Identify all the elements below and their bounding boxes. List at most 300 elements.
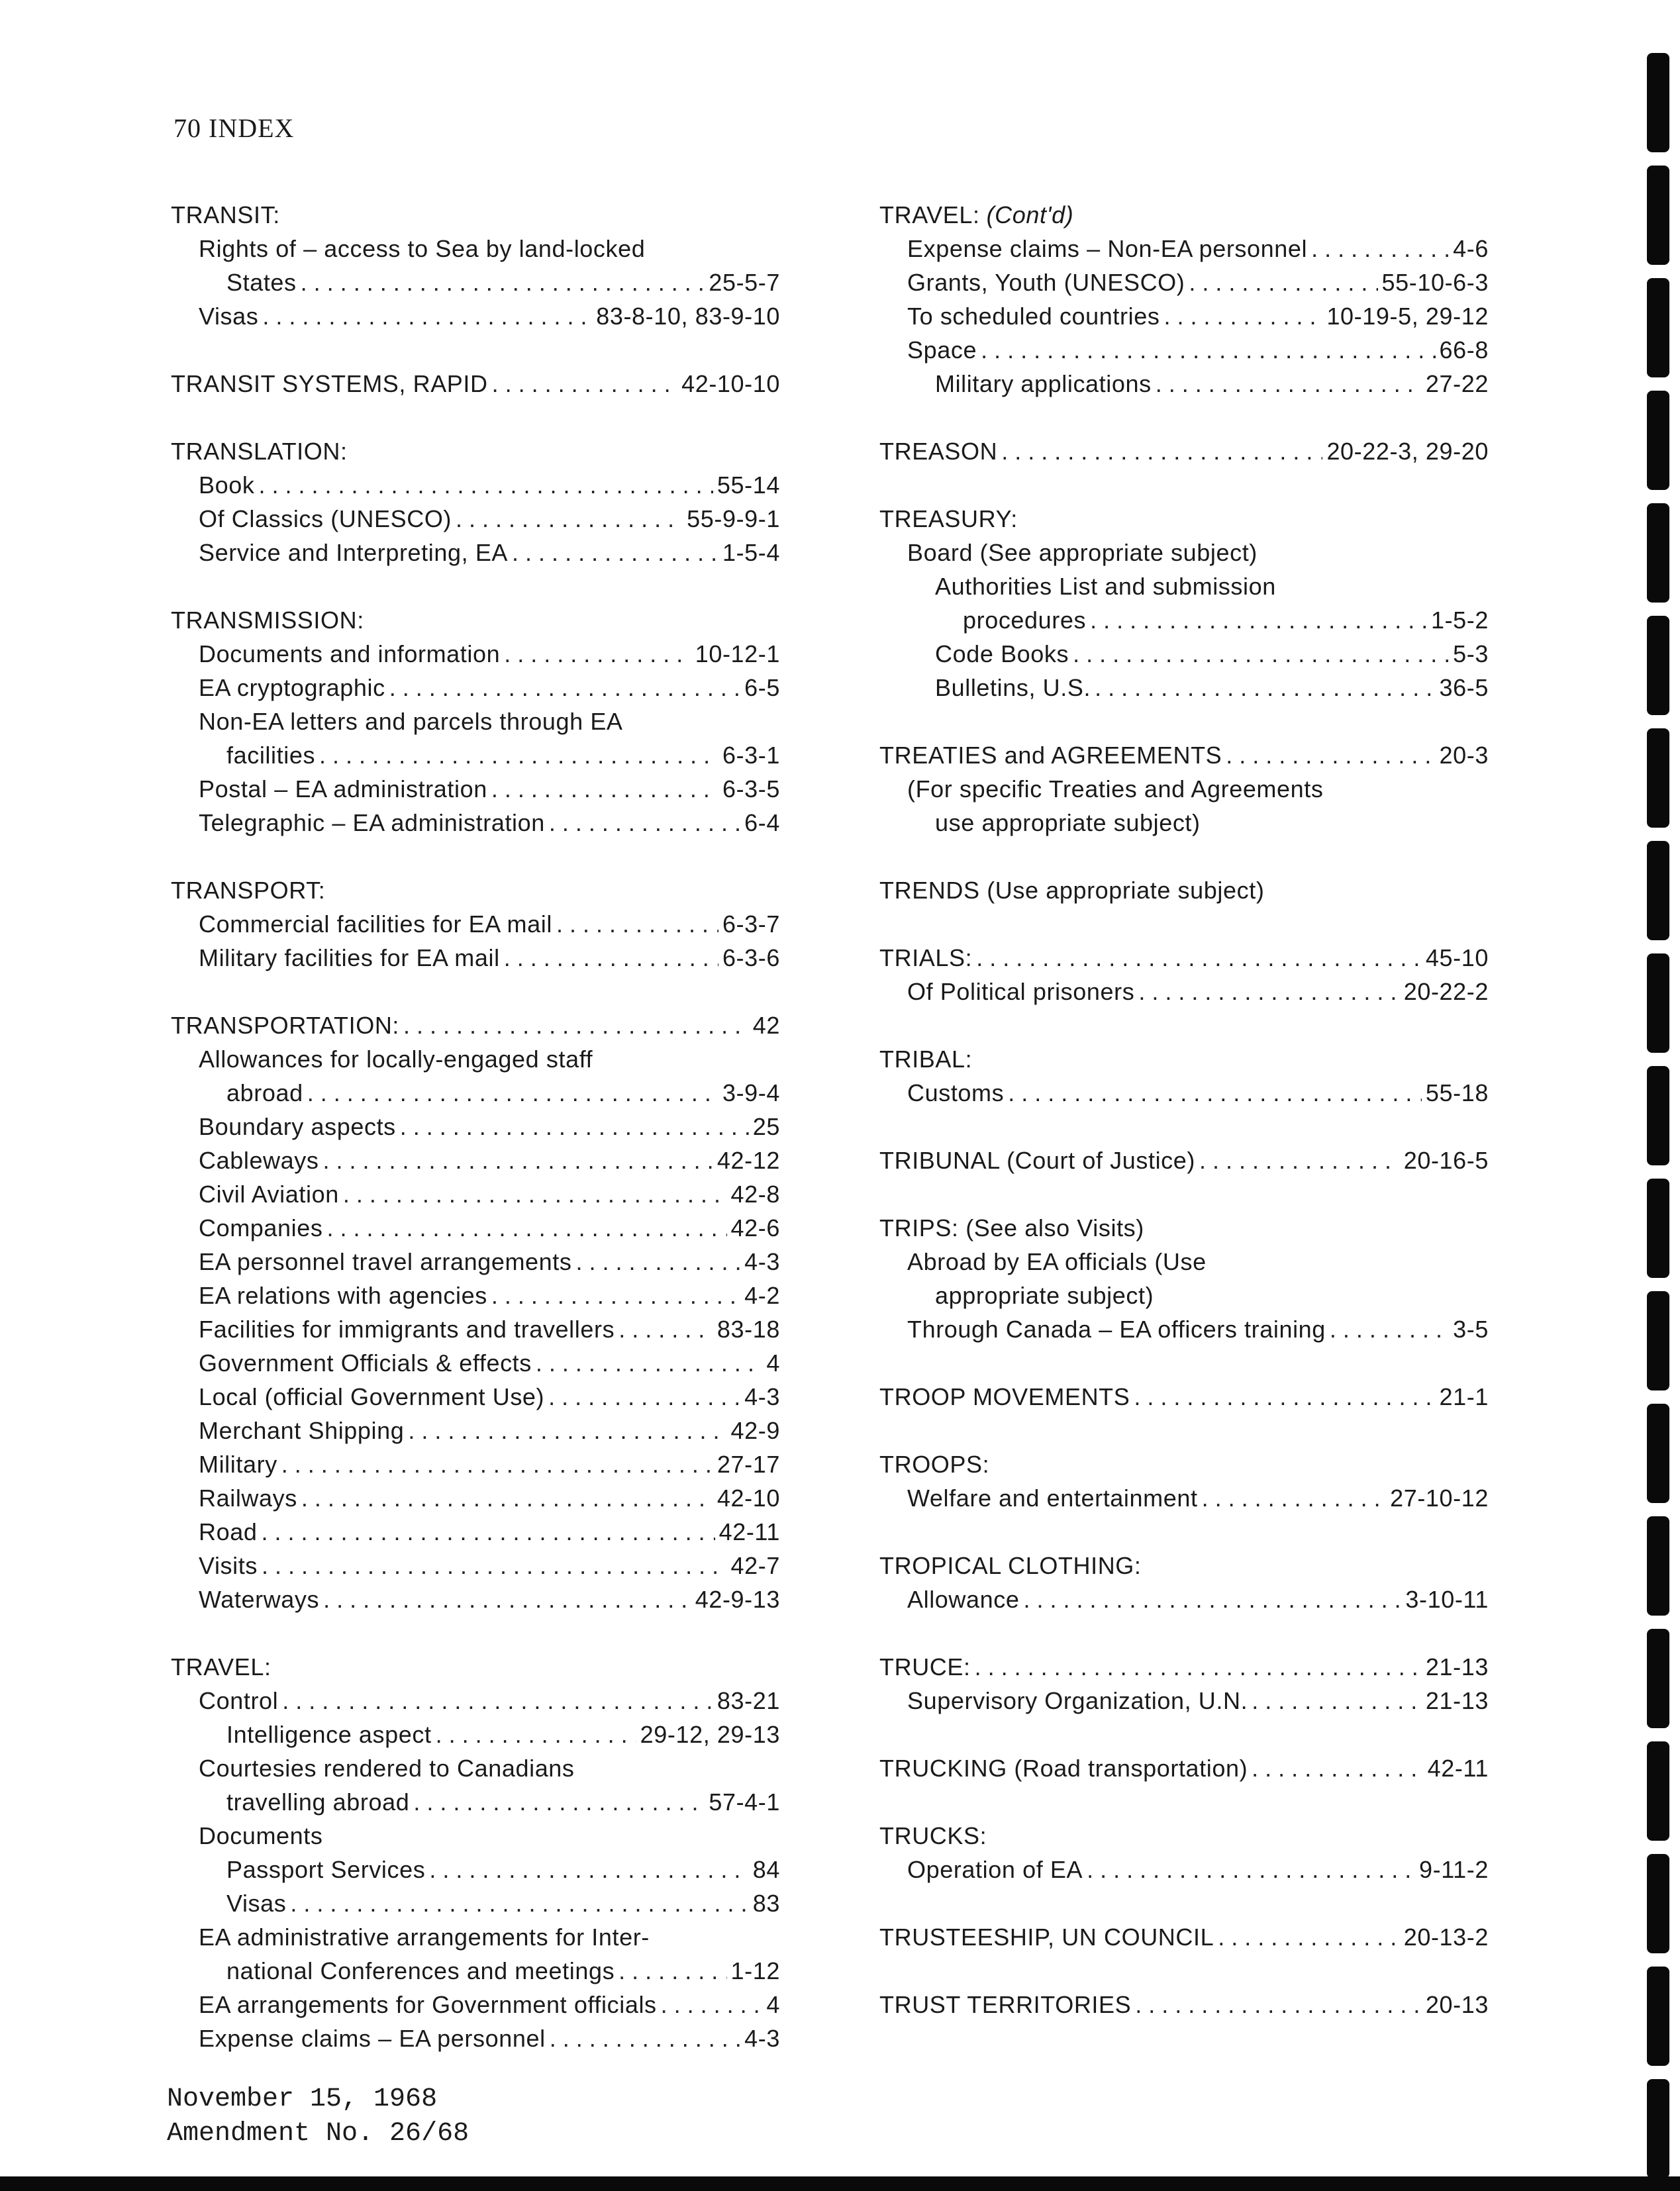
dot-leader [307,1076,718,1110]
entry-text: Documents and information [199,640,501,667]
binding-mark [1647,2079,1669,2178]
entry-text: Service and Interpreting, EA [199,539,509,566]
entry-text: travelling abroad [226,1788,410,1816]
entry-text: Postal – EA administration [199,775,487,803]
entry-reference: 83 [752,1890,780,1917]
index-entry [171,1650,780,2055]
dot-leader [1138,975,1399,1008]
index-heading [879,1211,1489,1245]
index-subentry [171,907,780,941]
entry-text: TRAVEL: [171,1653,272,1680]
bottom-rule [0,2176,1680,2191]
entry-text: Visas [199,303,259,330]
entry-text: TRANSPORT: [171,877,326,904]
entry-reference: 1-5-4 [722,539,780,566]
index-heading [879,1988,1489,2021]
dot-leader [258,468,713,502]
index-subentry [879,299,1489,333]
dot-leader [1156,367,1422,401]
entry-text: TRUST TERRITORIES [879,1991,1132,2018]
dot-leader [1218,1920,1399,1954]
index-heading [171,367,780,401]
entry-text: (For specific Treaties and Agreements [907,775,1324,803]
index-heading [879,1751,1489,1785]
dot-leader [1001,434,1322,468]
index-subentry [171,941,780,975]
entry-text: Road [199,1518,258,1545]
index-heading [879,1920,1489,1954]
entry-reference: 6-3-6 [722,944,780,971]
entry-reference: 42-9-13 [695,1586,780,1613]
index-subentry [171,1279,780,1312]
index-heading [879,1042,1489,1076]
entry-reference: 84 [752,1856,780,1883]
entry-reference: 4-3 [744,2025,780,2052]
entry-text: TRUCKS: [879,1822,987,1849]
index-subentry [171,637,780,671]
entry-reference: 42-10 [716,1485,780,1512]
index-subentry [171,232,780,266]
entry-text: To scheduled countries [907,303,1160,330]
entry-continued: (Cont'd) [986,201,1074,228]
dot-leader [1226,738,1435,772]
footer [167,2082,469,2151]
dot-leader [976,941,1422,975]
index-subentry [171,1549,780,1582]
binding-mark [1647,728,1669,828]
entry-text: Of Classics (UNESCO) [199,505,452,532]
entry-text: Space [907,336,977,364]
dot-leader [301,266,705,299]
entry-text: TROOP MOVEMENTS [879,1383,1130,1410]
index-subentry [879,772,1489,806]
entry-reference: 20-13-2 [1403,1923,1489,1951]
entry-text: Military applications [935,370,1152,397]
binding-marks [1627,0,1680,2191]
entry-reference: 9-11-2 [1419,1856,1489,1883]
entry-text: Rights of – access to Sea by land-locked [199,235,646,262]
entry-reference: 42-7 [730,1552,780,1579]
index-subentry [879,1076,1489,1110]
dot-leader [301,1481,713,1515]
dot-leader [548,1380,740,1414]
index-subentry [879,333,1489,367]
index-subentry [879,1481,1489,1515]
dot-leader [536,1346,763,1380]
index-heading [879,738,1489,772]
entry-reference: 42-9 [730,1417,780,1444]
entry-reference: 20-16-5 [1403,1147,1489,1174]
index-subentry [171,536,780,569]
dot-leader [504,941,718,975]
index-column-left [171,198,780,2055]
entry-reference: 27-17 [716,1451,780,1478]
binding-mark [1647,1629,1669,1728]
entry-reference: 55-14 [716,471,780,499]
entry-text: TRUCE: [879,1653,971,1680]
dot-leader [413,1785,705,1819]
entry-reference: 36-5 [1439,674,1489,701]
dot-leader [456,502,683,536]
dot-leader [1252,1684,1422,1718]
index-entry [879,1447,1489,1515]
entry-text: Customs [907,1079,1005,1106]
dot-leader [262,1549,727,1582]
entry-text: TRANSLATION: [171,438,348,465]
binding-mark [1647,1291,1669,1390]
index-entry [879,1549,1489,1616]
index-subentry [171,299,780,333]
entry-text: Non-EA letters and parcels through EA [199,708,623,735]
binding-mark [1647,1516,1669,1616]
index-subentry [879,367,1489,401]
entry-text: Commercial facilities for EA mail [199,910,552,938]
index-column-right [879,198,1489,2021]
dot-leader [343,1177,727,1211]
index-subentry [879,975,1489,1008]
entry-text: Companies [199,1214,323,1242]
index-subentry [171,1042,780,1076]
index-entry [879,738,1489,840]
index-entry [171,1008,780,1616]
index-heading [171,1650,780,1684]
index-subentry [879,603,1489,637]
entry-reference: 4-3 [744,1248,780,1275]
entry-text: Operation of EA [907,1856,1083,1883]
entry-text: TRANSPORTATION: [171,1012,400,1039]
entry-text: Expense claims – Non-EA personnel [907,235,1308,262]
dot-leader [436,1718,636,1751]
entry-reference: 83-8-10, 83-9-10 [596,303,780,330]
index-subentry [171,1076,780,1110]
index-subentry [171,1886,780,1920]
entry-text: Civil Aviation [199,1181,339,1208]
dot-leader [1252,1751,1423,1785]
binding-mark [1647,1066,1669,1165]
entry-text: TRANSIT SYSTEMS, RAPID [171,370,488,397]
binding-mark [1647,1967,1669,2066]
index-entry [879,434,1489,468]
index-subentry [171,671,780,705]
entry-text: TRUCKING (Road transportation) [879,1755,1248,1782]
index-subentry [879,1279,1489,1312]
entry-text: TRUSTEESHIP, UN COUNCIL [879,1923,1214,1951]
entry-text: Visas [226,1890,287,1917]
entry-text: Board (See appropriate subject) [907,539,1258,566]
entry-reference: 21-1 [1439,1383,1489,1410]
index-heading [171,873,780,907]
index-heading [879,434,1489,468]
entry-text: Grants, Youth (UNESCO) [907,269,1185,296]
entry-text: Welfare and entertainment [907,1485,1198,1512]
index-subentry [879,637,1489,671]
entry-reference: 1-5-2 [1430,607,1489,634]
index-entry [171,367,780,401]
index-subentry [879,1582,1489,1616]
dot-leader [327,1211,727,1245]
entry-text: Cableways [199,1147,319,1174]
index-entry [879,502,1489,705]
dot-leader [504,637,691,671]
entry-text: Facilities for immigrants and travellers [199,1316,615,1343]
entry-reference: 4-2 [744,1282,780,1309]
index-subentry [171,1414,780,1447]
entry-reference: 42-11 [718,1518,780,1545]
index-subentry [171,1312,780,1346]
entry-reference: 25 [752,1113,780,1140]
entry-reference: 3-9-4 [722,1079,780,1106]
dot-leader [618,1954,726,1988]
index-subentry [879,1245,1489,1279]
entry-text: TRIBUNAL (Court of Justice) [879,1147,1195,1174]
dot-leader [1135,1988,1422,2021]
index-subentry [879,1312,1489,1346]
index-subentry [171,468,780,502]
entry-reference: 20-3 [1439,742,1489,769]
entry-reference: 42-12 [716,1147,780,1174]
index-entry [879,1988,1489,2021]
index-subentry [171,1684,780,1718]
index-subentry [171,1751,780,1785]
index-subentry [879,232,1489,266]
index-subentry [171,1211,780,1245]
index-heading [879,198,1489,232]
index-entry [879,1751,1489,1785]
index-subentry [171,1988,780,2021]
entry-text: EA relations with agencies [199,1282,487,1309]
index-subentry [171,738,780,772]
index-entry [879,1211,1489,1346]
index-subentry [171,1380,780,1414]
dot-leader [403,1008,749,1042]
dot-leader [492,367,677,401]
entry-text: Abroad by EA officials (Use [907,1248,1207,1275]
entry-text: TROPICAL CLOTHING: [879,1552,1142,1579]
index-subentry [879,1853,1489,1886]
entry-text: TRIBAL: [879,1046,973,1073]
index-subentry [879,671,1489,705]
entry-reference: 42-10-10 [681,370,780,397]
entry-text: TROOPS: [879,1451,990,1478]
entry-text: Military facilities for EA mail [199,944,500,971]
dot-leader [1008,1076,1422,1110]
dot-leader [290,1886,748,1920]
entry-text: national Conferences and meetings [226,1957,615,1984]
index-subentry [171,1582,780,1616]
entry-text: EA cryptographic [199,674,385,701]
dot-leader [1095,671,1435,705]
entry-reference: 25-5-7 [709,269,780,296]
dot-leader [1311,232,1449,266]
dot-leader [1087,1853,1415,1886]
entry-text: Merchant Shipping [199,1417,405,1444]
entry-text: TREASURY: [879,505,1018,532]
dot-leader [1073,637,1449,671]
index-subentry [171,2021,780,2055]
dot-leader [550,2021,740,2055]
index-subentry [171,1346,780,1380]
entry-text: Code Books [935,640,1069,667]
entry-reference: 27-22 [1425,370,1489,397]
index-subentry [879,266,1489,299]
index-heading [171,198,780,232]
entry-reference: 3-5 [1453,1316,1489,1343]
index-heading [879,1819,1489,1853]
entry-reference: 83-18 [716,1316,780,1343]
dot-leader [429,1853,748,1886]
entry-text: TREASON [879,438,998,465]
entry-text: Waterways [199,1586,320,1613]
entry-reference: 6-4 [744,809,780,836]
index-subentry [171,1920,780,1954]
dot-leader [1330,1312,1449,1346]
index-heading [171,603,780,637]
index-subentry [171,1245,780,1279]
entry-reference: 4-3 [744,1383,780,1410]
index-subentry [171,1110,780,1144]
index-subentry [171,1954,780,1988]
dot-leader [1199,1144,1400,1177]
index-heading [171,434,780,468]
index-heading [879,502,1489,536]
index-subentry [171,1785,780,1819]
index-heading [171,1008,780,1042]
entry-text: Visits [199,1552,258,1579]
binding-mark [1647,953,1669,1053]
binding-mark [1647,503,1669,603]
dot-leader [1024,1582,1402,1616]
entry-text: TRIPS: (See also Visits) [879,1214,1144,1242]
dot-leader [408,1414,726,1447]
dot-leader [975,1650,1422,1684]
entry-reference: 20-13 [1425,1991,1489,2018]
index-subentry [171,1177,780,1211]
entry-text: TRAVEL: [879,201,980,228]
entry-reference: 21-13 [1425,1653,1489,1680]
index-heading [879,873,1489,907]
index-subentry [171,772,780,806]
index-subentry [171,1515,780,1549]
entry-text: Railways [199,1485,297,1512]
index-entry [879,198,1489,401]
entry-reference: 20-22-3, 29-20 [1326,438,1489,465]
entry-reference: 10-19-5, 29-12 [1326,303,1489,330]
index-subentry [171,806,780,840]
entry-reference: 6-5 [744,674,780,701]
entry-text: Boundary aspects [199,1113,396,1140]
binding-mark [1647,1404,1669,1503]
binding-mark [1647,1854,1669,1953]
index-heading [879,941,1489,975]
entry-text: Local (official Government Use) [199,1383,545,1410]
binding-mark [1647,616,1669,715]
entry-text: Government Officials & effects [199,1349,532,1377]
entry-text: Book [199,471,255,499]
index-entry [879,1144,1489,1177]
entry-reference: 4 [766,1991,780,2018]
entry-text: TRANSIT: [171,201,280,228]
entry-text: Of Political prisoners [907,978,1135,1005]
entry-text: Bulletins, U.S. [935,674,1091,701]
footer-amendment: Amendment No. 26/68 [167,2119,469,2149]
index-subentry [171,502,780,536]
index-entry [171,603,780,840]
entry-text: use appropriate subject) [935,809,1201,836]
dot-leader [1202,1481,1387,1515]
dot-leader [549,806,740,840]
entry-text: Intelligence aspect [226,1721,432,1748]
entry-text: EA personnel travel arrangements [199,1248,572,1275]
entry-reference: 66-8 [1439,336,1489,364]
dot-leader [491,772,718,806]
dot-leader [1189,266,1377,299]
entry-reference: 3-10-11 [1405,1586,1489,1613]
binding-mark [1647,1179,1669,1278]
binding-mark [1647,166,1669,265]
index-heading [879,1380,1489,1414]
entry-text: Passport Services [226,1856,426,1883]
entry-reference: 42-6 [730,1214,780,1242]
entry-text: TRANSMISSION: [171,607,364,634]
entry-text: Military [199,1451,277,1478]
index-entry [879,1920,1489,1954]
dot-leader [491,1279,740,1312]
entry-text: Documents [199,1822,323,1849]
index-subentry [171,1819,780,1853]
dot-leader [1090,603,1427,637]
entry-reference: 29-12, 29-13 [640,1721,780,1748]
entry-reference: 20-22-2 [1403,978,1489,1005]
entry-text: Allowances for locally-engaged staff [199,1046,593,1073]
entry-reference: 55-9-9-1 [687,505,780,532]
entry-text: Supervisory Organization, U.N. [907,1687,1248,1714]
entry-text: Telegraphic – EA administration [199,809,545,836]
entry-reference: 6-3-1 [722,742,780,769]
index-entry [879,1042,1489,1110]
entry-reference: 1-12 [730,1957,780,1984]
entry-reference: 21-13 [1425,1687,1489,1714]
entry-text: EA administrative arrangements for Inter- [199,1923,650,1951]
dot-leader [389,671,740,705]
binding-mark [1647,1741,1669,1841]
entry-reference: 42 [752,1012,780,1039]
entry-reference: 10-12-1 [695,640,780,667]
index-entry [879,1380,1489,1414]
index-subentry [171,705,780,738]
dot-leader [282,1684,713,1718]
binding-mark [1647,841,1669,940]
entry-reference: 45-10 [1425,944,1489,971]
index-subentry [171,1853,780,1886]
page-header: 70 INDEX [173,113,295,143]
entry-reference: 4-6 [1453,235,1489,262]
dot-leader [261,1515,715,1549]
entry-text: TRENDS (Use appropriate subject) [879,877,1265,904]
index-heading [879,1650,1489,1684]
index-heading [879,1447,1489,1481]
dot-leader [322,1144,713,1177]
index-subentry [879,1684,1489,1718]
binding-mark [1647,53,1669,152]
index-heading [879,1549,1489,1582]
index-subentry [879,569,1489,603]
dot-leader [618,1312,713,1346]
index-entry [879,1819,1489,1886]
entry-reference: 5-3 [1453,640,1489,667]
dot-leader [323,1582,691,1616]
entry-reference: 55-18 [1425,1079,1489,1106]
index-subentry [171,1447,780,1481]
